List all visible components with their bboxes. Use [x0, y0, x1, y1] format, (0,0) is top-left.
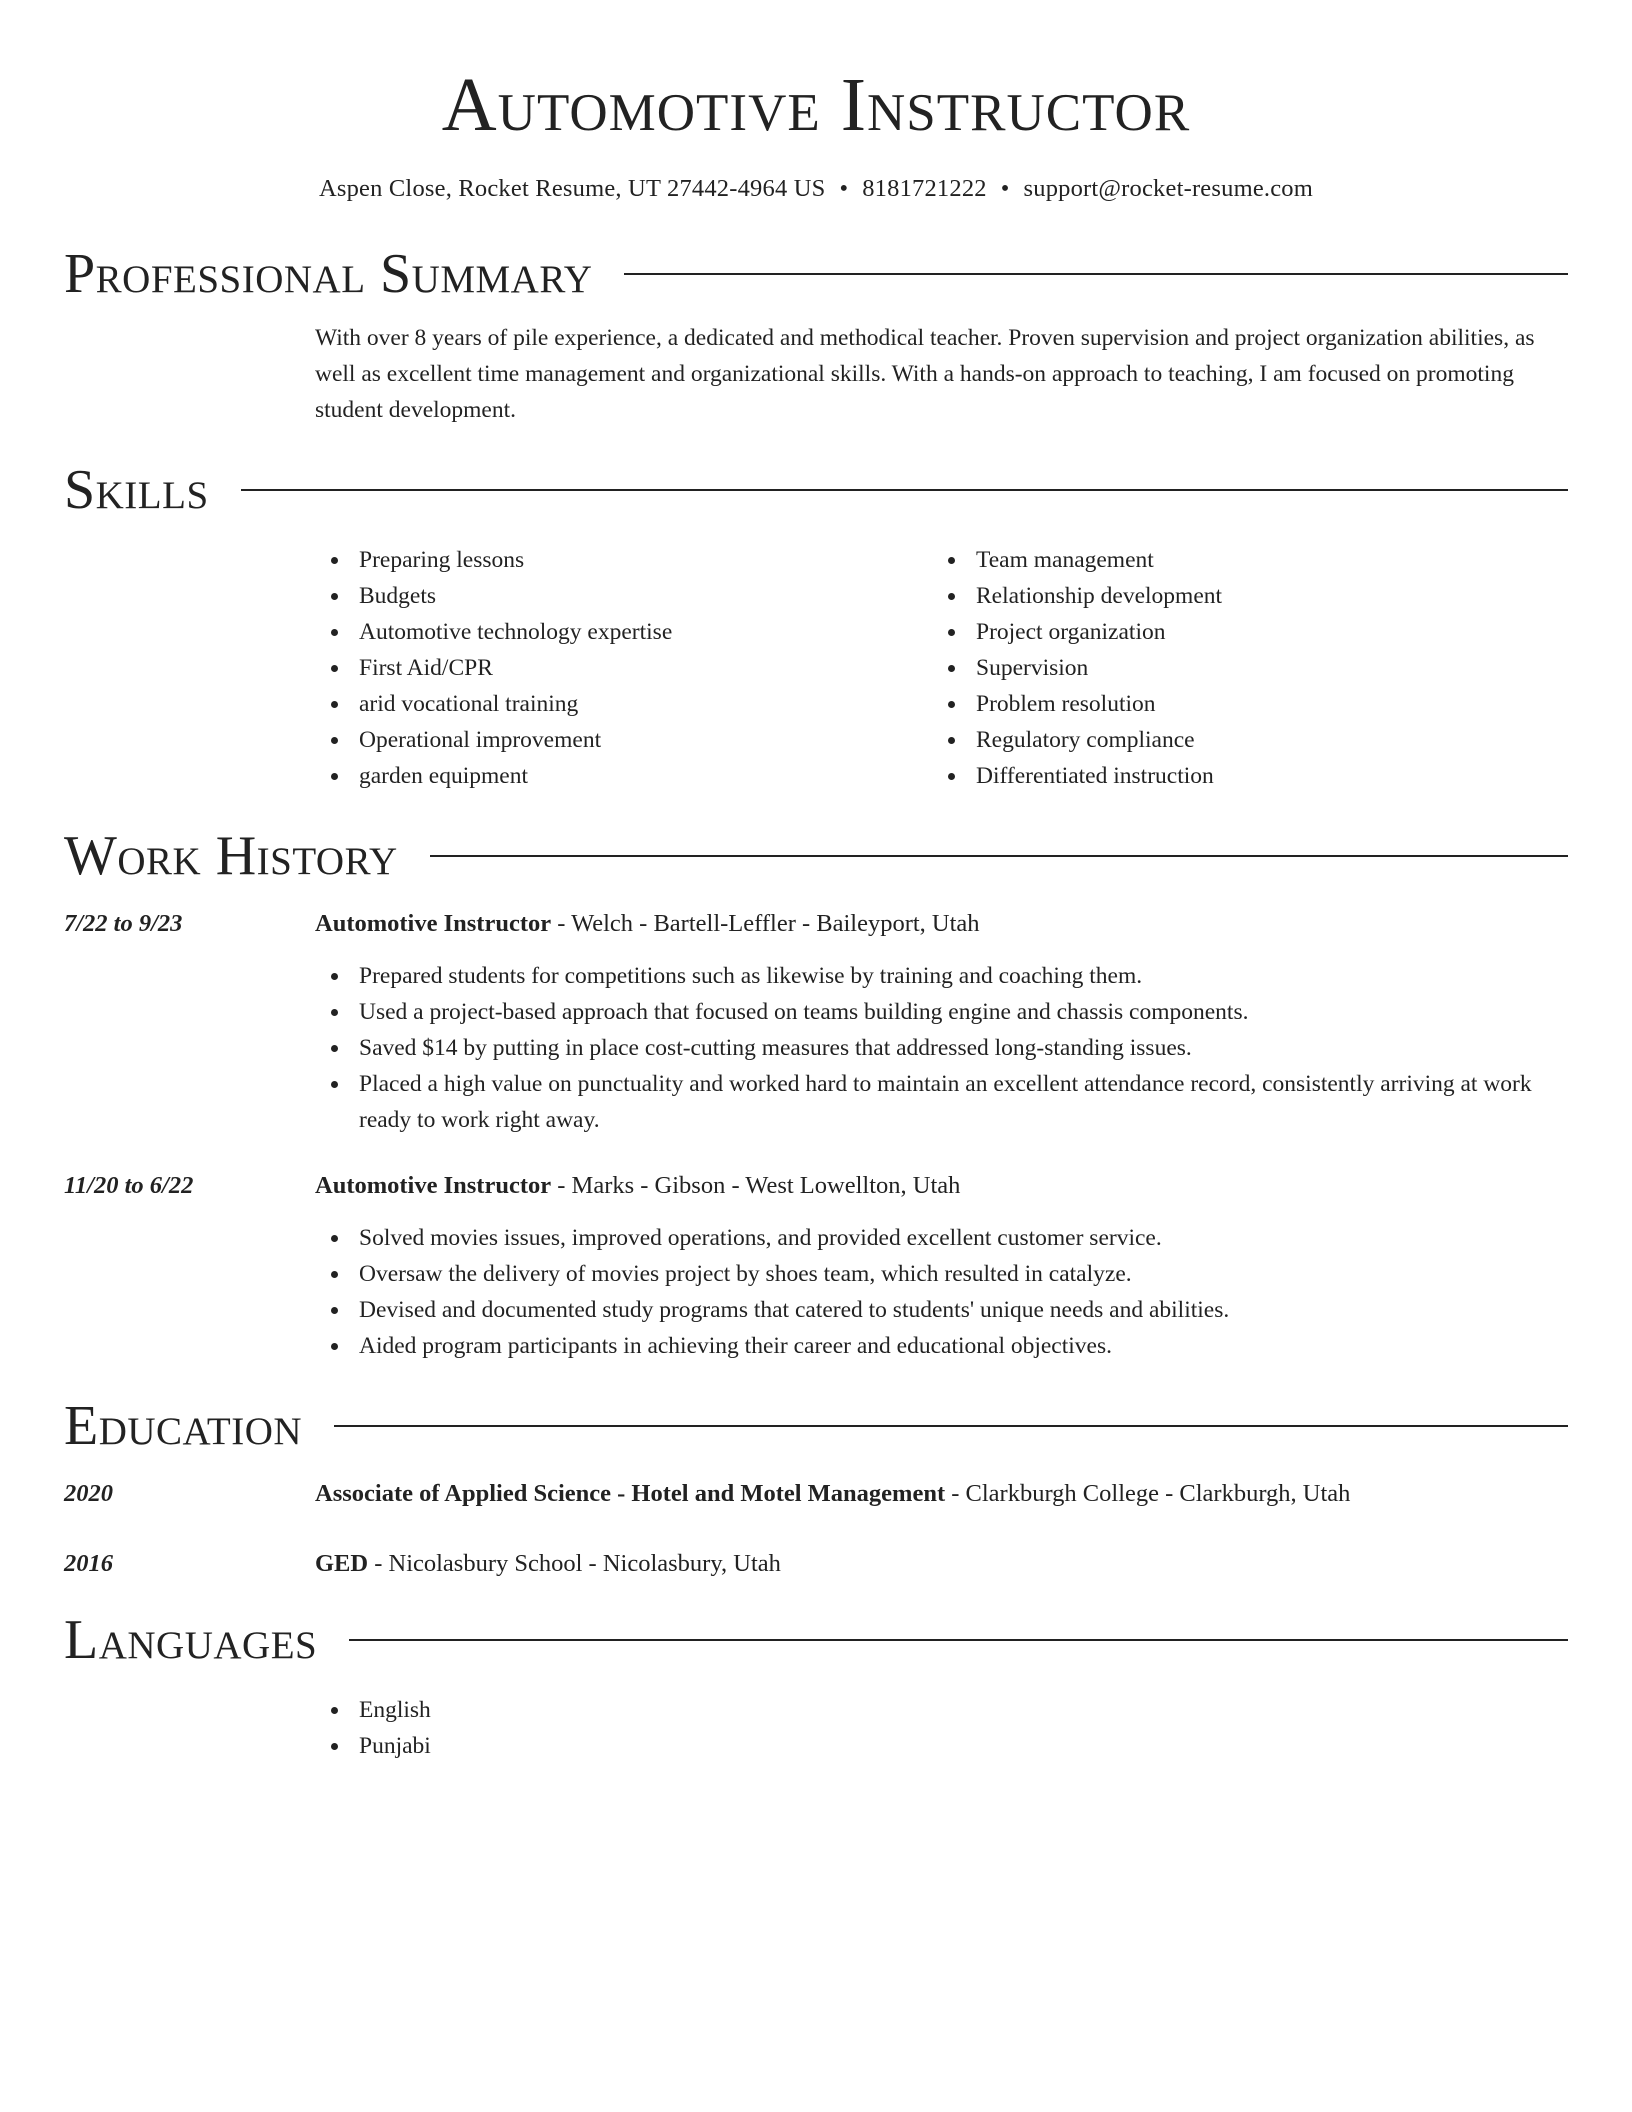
- section-divider: [624, 273, 1568, 275]
- languages-list: [315, 1692, 1568, 1764]
- work-heading: Work History: [64, 825, 398, 887]
- skill-item: Project organization: [932, 614, 1549, 650]
- skill-item: Budgets: [315, 578, 932, 614]
- skill-item: Relationship development: [932, 578, 1549, 614]
- education-year: 2016: [64, 1550, 113, 1577]
- section-divider: [241, 489, 1568, 491]
- job-entry: [64, 906, 1568, 1138]
- job-bullet: Devised and documented study programs that catered to students' unique needs and abilities.: [315, 1292, 1568, 1328]
- job-bullet: Aided program participants in achieving their career and educational objectives.: [315, 1328, 1568, 1364]
- job-bullet: Placed a high value on punctuality and worked hard to maintain an excellent attendance record, consistently arriving at work ready to work right away.: [315, 1066, 1568, 1138]
- education-heading: Education: [64, 1395, 303, 1457]
- job-bullet: Solved movies issues, improved operations, and provided excellent customer service.: [315, 1220, 1568, 1256]
- separator-dot: •: [839, 175, 849, 202]
- job-bullet: Prepared students for competitions such as likewise by training and coaching them.: [315, 958, 1568, 994]
- skill-item: First Aid/CPR: [315, 650, 932, 686]
- skill-item: Operational improvement: [315, 722, 932, 758]
- section-divider: [334, 1425, 1568, 1427]
- section-divider: [430, 855, 1568, 857]
- education-school: - Clarkburgh College - Clarkburgh, Utah: [945, 1480, 1351, 1507]
- skill-item: Team management: [932, 542, 1549, 578]
- job-bullet: Oversaw the delivery of movies project by shoes team, which resulted in catalyze.: [315, 1256, 1568, 1292]
- contact-address: Aspen Close, Rocket Resume, UT 27442-4964 US: [318, 175, 826, 202]
- job-employer: - Welch - Bartell-Leffler - Baileyport, Utah: [551, 910, 980, 937]
- language-item: English: [315, 1692, 1568, 1728]
- languages-heading: Languages: [64, 1609, 318, 1671]
- job-dates: 11/20 to 6/22: [64, 1172, 194, 1199]
- work-section-header: [64, 824, 1568, 888]
- skills-column-right: [932, 542, 1549, 794]
- job-entry: [64, 1168, 1568, 1364]
- job-dates: 7/22 to 9/23: [64, 910, 183, 937]
- education-line: [315, 1546, 1568, 1582]
- job-bullet: Saved $14 by putting in place cost-cutting measures that addressed long-standing issues.: [315, 1030, 1568, 1066]
- skills-section-header: [64, 458, 1568, 522]
- education-school: - Nicolasbury School - Nicolasbury, Utah: [368, 1550, 781, 1577]
- job-employer: - Marks - Gibson - West Lowellton, Utah: [551, 1172, 961, 1199]
- separator-dot: •: [1000, 175, 1010, 202]
- summary-heading: Professional Summary: [64, 243, 593, 305]
- skill-item: Problem resolution: [932, 686, 1549, 722]
- languages-section-header: [64, 1608, 1568, 1672]
- job-title-line: [315, 906, 1568, 942]
- skill-item: garden equipment: [315, 758, 932, 794]
- contact-line: [64, 174, 1568, 204]
- skill-item: Regulatory compliance: [932, 722, 1549, 758]
- skill-item: Differentiated instruction: [932, 758, 1549, 794]
- contact-phone: 8181721222: [862, 175, 987, 202]
- section-divider: [349, 1639, 1568, 1641]
- skills-list: [315, 542, 1568, 794]
- education-line: [315, 1476, 1568, 1512]
- resume-name: Automotive Instructor: [441, 63, 1191, 147]
- skill-item: arid vocational training: [315, 686, 932, 722]
- education-entry: [64, 1476, 1568, 1512]
- summary-text: With over 8 years of pile experience, a dedicated and methodical teacher. Proven supervision and project organization abilities, as well as excellent time management and organizational skills. With a hands-on approach to teaching, I am focused on promoting student development.: [315, 325, 1535, 423]
- job-title: Automotive Instructor: [315, 910, 552, 937]
- skills-column-left: [315, 542, 932, 794]
- job-title: Automotive Instructor: [315, 1172, 552, 1199]
- education-degree: GED: [315, 1550, 369, 1577]
- resume-page: [64, 0, 1568, 1764]
- summary-section-header: [64, 242, 1568, 306]
- job-bullet: Used a project-based approach that focused on teams building engine and chassis components.: [315, 994, 1568, 1030]
- skill-item: Preparing lessons: [315, 542, 932, 578]
- education-entry: [64, 1546, 1568, 1582]
- education-year: 2020: [64, 1480, 113, 1507]
- skills-heading: Skills: [64, 459, 209, 521]
- skill-item: Supervision: [932, 650, 1549, 686]
- education-degree: Associate of Applied Science - Hotel and Motel Management: [315, 1480, 946, 1507]
- skill-item: Automotive technology expertise: [315, 614, 932, 650]
- contact-email: support@rocket-resume.com: [1023, 175, 1314, 202]
- education-section-header: [64, 1394, 1568, 1458]
- language-item: Punjabi: [315, 1728, 1568, 1764]
- job-title-line: [315, 1168, 1568, 1204]
